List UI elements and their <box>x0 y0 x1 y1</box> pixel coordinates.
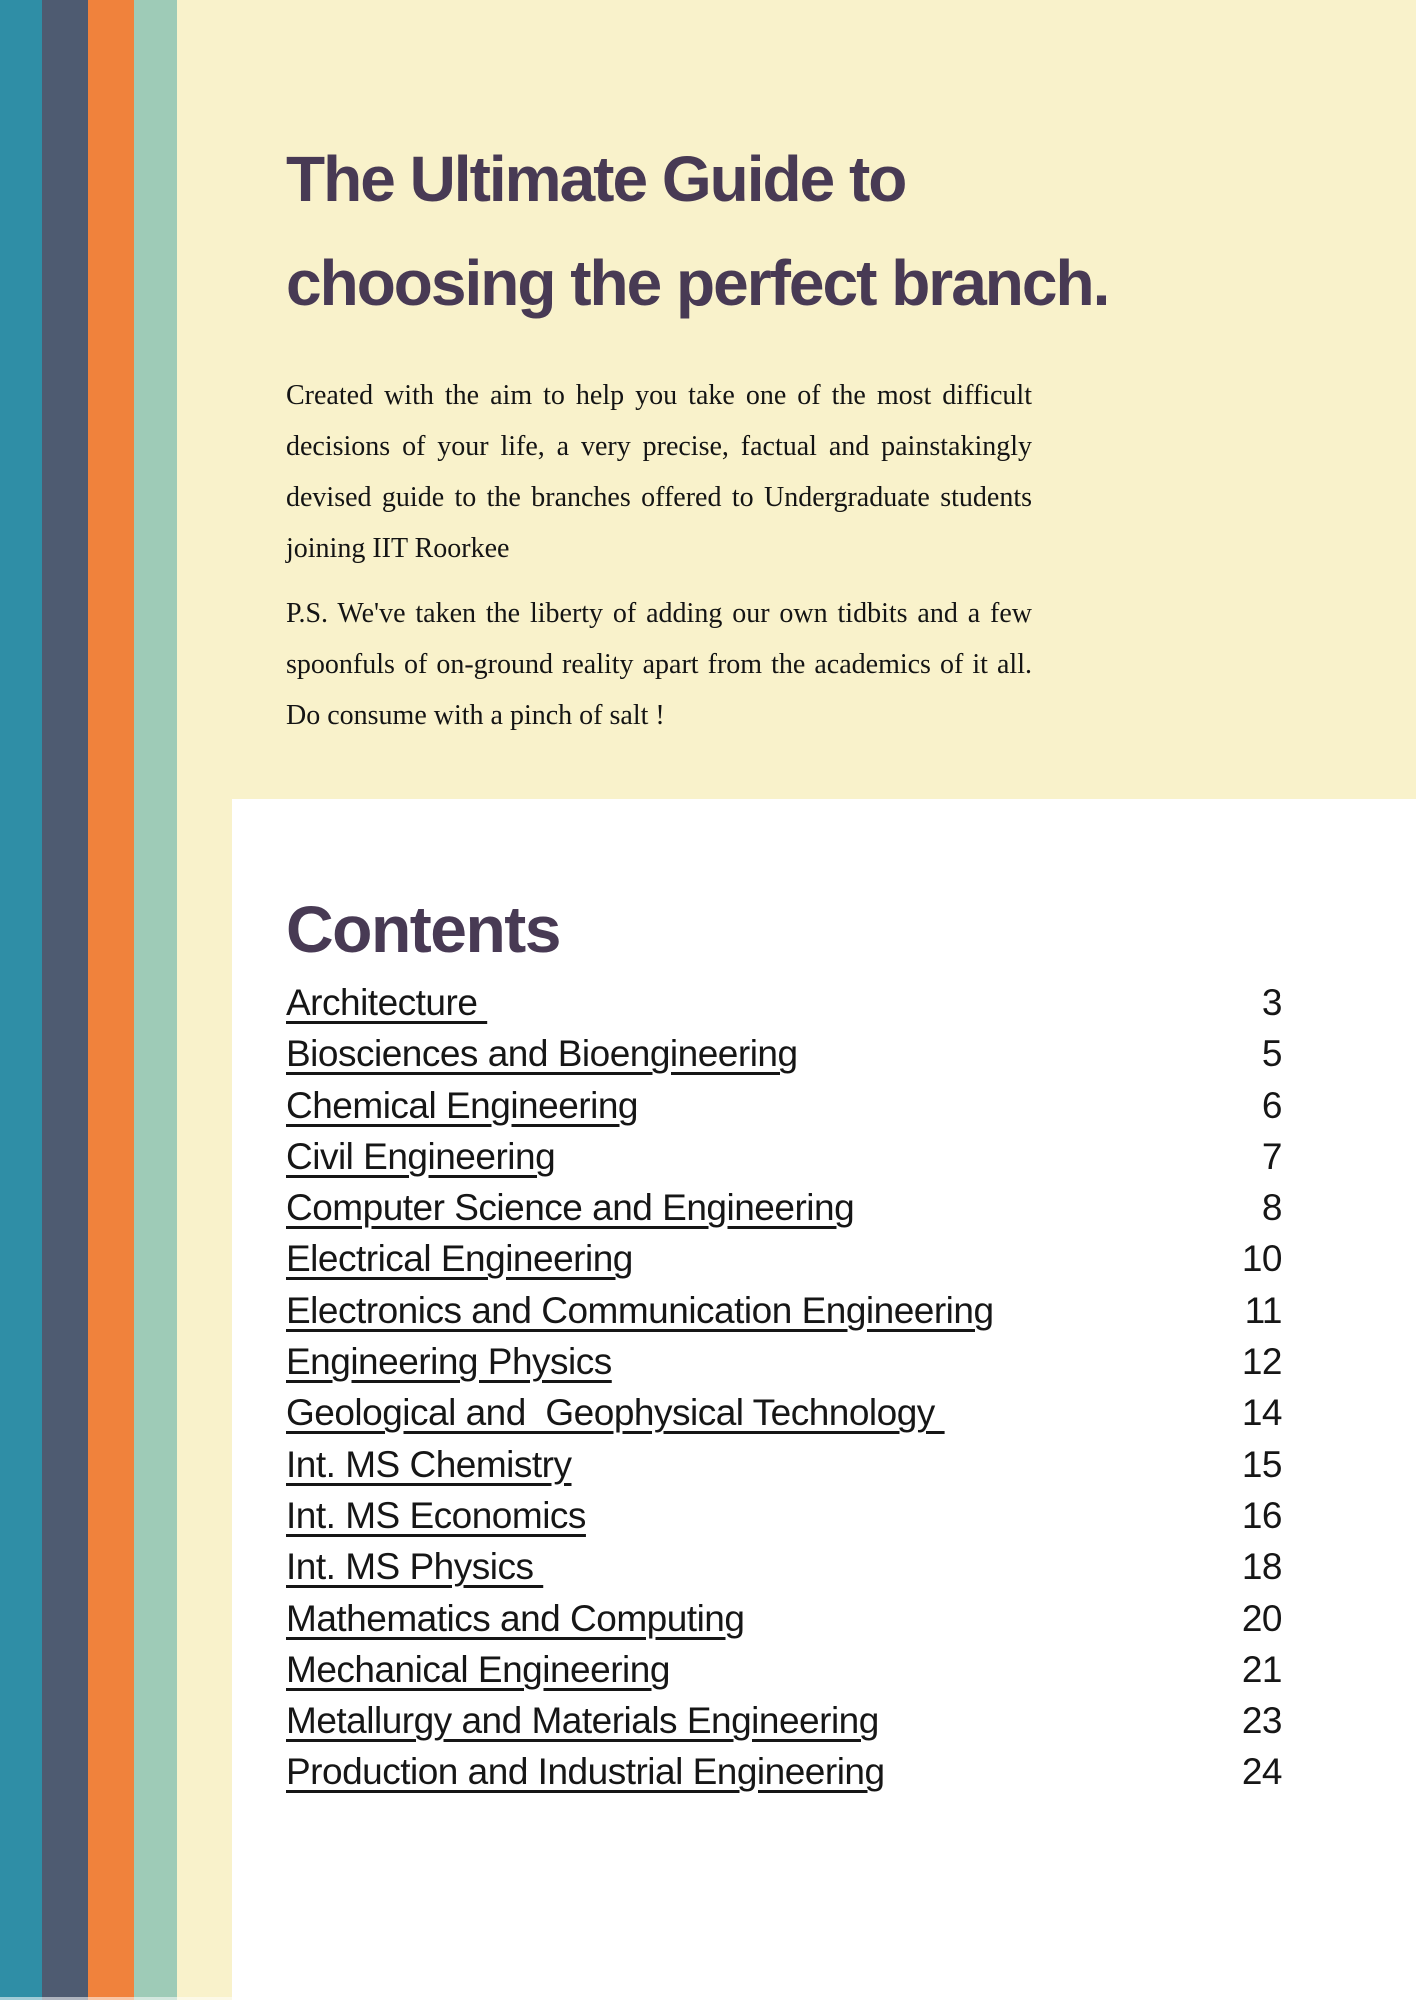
toc-row <box>286 1439 1282 1490</box>
toc-entry-link[interactable]: Architecture <box>286 982 488 1023</box>
toc-entry-link[interactable]: Civil Engineering <box>286 1135 556 1177</box>
toc-row <box>286 1336 1282 1387</box>
toc-row <box>286 1131 1282 1182</box>
toc-row <box>286 1080 1282 1131</box>
toc-entry-link[interactable]: Metallurgy and Materials Engineering <box>286 1700 879 1742</box>
page-title-line2: choosing the perfect branch. <box>286 246 1109 319</box>
table-of-contents <box>286 977 1282 1798</box>
toc-entry-link[interactable]: Int. MS Chemistry <box>286 1443 572 1485</box>
toc-row <box>286 1285 1282 1336</box>
toc-page-number: 6 <box>1261 1084 1282 1126</box>
toc-entry-link[interactable]: Mechanical Engineering <box>286 1648 670 1690</box>
toc-entry-link[interactable]: Computer Science and Engineering <box>286 1187 855 1229</box>
toc-row <box>286 1387 1282 1438</box>
toc-page-number: 10 <box>1241 1238 1282 1280</box>
page-title <box>286 127 1116 335</box>
toc-page-number: 7 <box>1261 1135 1282 1177</box>
toc-entry-link[interactable]: Engineering Physics <box>286 1341 612 1383</box>
toc-page-number: 12 <box>1241 1341 1282 1383</box>
stripe-orange <box>88 0 134 2000</box>
toc-page-number: 24 <box>1241 1751 1282 1793</box>
intro-paragraph: Created with the aim to help you take one of the most difficult decisions of your life, a very precise, factual and painstakingly devised guide to the branches offered to Undergraduate students joining IIT Roorkee <box>286 380 1032 564</box>
toc-entry-link[interactable]: Int. MS Economics <box>286 1494 586 1536</box>
toc-page-number: 15 <box>1241 1443 1282 1485</box>
toc-page-number: 14 <box>1241 1392 1282 1434</box>
toc-page-number: 5 <box>1261 1033 1282 1075</box>
toc-page-number: 11 <box>1244 1289 1282 1331</box>
toc-entry-link[interactable]: Production and Industrial Engineering <box>286 1751 885 1793</box>
toc-entry-link[interactable]: Geological and Geophysical Technology <box>286 1392 945 1434</box>
toc-page-number: 18 <box>1241 1546 1282 1588</box>
toc-entry-link[interactable]: Biosciences and Bioengineering <box>286 1033 798 1075</box>
toc-page-number: 20 <box>1241 1597 1282 1639</box>
toc-entry-link[interactable]: Int. MS Physics <box>286 1546 544 1588</box>
stripe-sage <box>134 0 177 2000</box>
toc-entry-link[interactable]: Chemical Engineering <box>286 1084 638 1126</box>
ps-paragraph: P.S. We've taken the liberty of adding our own tidbits and a few spoonfuls of on-ground reality apart from the academics of it all. Do consume with a pinch of salt ! <box>286 598 1032 731</box>
toc-entry-link[interactable]: Electronics and Communication Engineering <box>286 1289 994 1331</box>
toc-row <box>286 1233 1282 1284</box>
toc-page-number: 21 <box>1241 1648 1282 1690</box>
toc-page-number: 16 <box>1241 1494 1282 1536</box>
toc-row <box>286 1541 1282 1592</box>
toc-row <box>286 1490 1282 1541</box>
page-title-line1: The Ultimate Guide to <box>286 142 906 215</box>
stripe-teal <box>0 0 42 2000</box>
toc-row <box>286 1644 1282 1695</box>
toc-entry-link[interactable]: Mathematics and Computing <box>286 1597 745 1639</box>
toc-page-number: 23 <box>1241 1700 1282 1742</box>
toc-row <box>286 1028 1282 1079</box>
contents-heading: Contents <box>286 891 560 966</box>
toc-row <box>286 977 1282 1028</box>
stripe-slate <box>42 0 88 2000</box>
toc-row <box>286 1182 1282 1233</box>
toc-page-number: 8 <box>1261 1187 1282 1229</box>
toc-row <box>286 1593 1282 1644</box>
toc-page-number: 3 <box>1261 982 1282 1023</box>
toc-row <box>286 1746 1282 1797</box>
toc-entry-link[interactable]: Electrical Engineering <box>286 1238 633 1280</box>
toc-row <box>286 1695 1282 1746</box>
